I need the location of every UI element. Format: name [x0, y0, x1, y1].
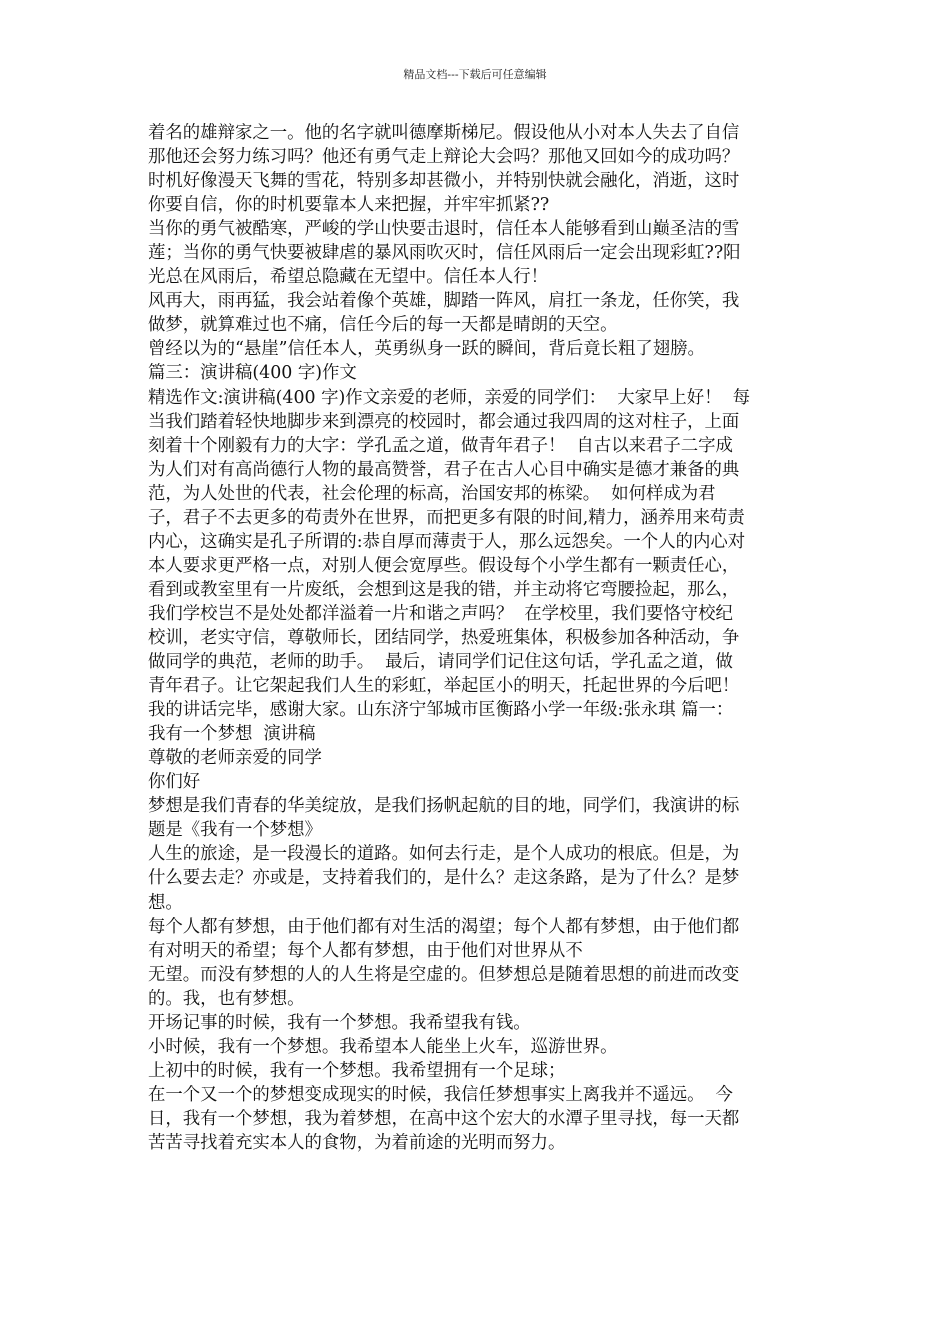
- text-line: 精选作文:演讲稿(400 字)作文亲爱的老师，亲爱的同学们： 大家早上好！ 每: [148, 387, 750, 408]
- text-line: 我有一个梦想 演讲稿: [148, 724, 316, 745]
- text-line: 当我们踏着轻快地脚步来到漂亮的校园时，都会通过我四周的这对柱子，上面: [148, 411, 740, 432]
- page-header: 精品文档---下载后可任意编辑: [403, 68, 547, 81]
- text-line: 内心，这确实是孔子所谓的:恭自厚而薄责于人，那么远怨矣。一个人的内心对: [148, 531, 746, 552]
- text-line: 你要自信，你的时机要靠本人来把握，并牢牢抓紧??: [148, 195, 550, 216]
- text-line: 的。我，也有梦想。: [148, 988, 305, 1009]
- text-line: 小时候，我有一个梦想。我希望本人能坐上火车，巡游世界。: [148, 1036, 618, 1057]
- text-line: 篇三：演讲稿(400 字)作文: [148, 363, 357, 384]
- text-line: 苦苦寻找着充实本人的食物，为着前途的光明而努力。: [148, 1132, 566, 1153]
- text-line: 校训，老实守信，尊敬师长，团结同学，热爱班集体，积极参加各种活动，争: [148, 627, 740, 648]
- text-line: 人生的旅途，是一段漫长的道路。如何去行走，是个人成功的根底。但是，为: [148, 844, 740, 865]
- text-line: 时机好像漫天飞舞的雪花，特别多却甚微小，并特别快就会融化，消逝，这时: [148, 171, 740, 192]
- text-line: 上初中的时候，我有一个梦想。我希望拥有一个足球；: [148, 1060, 566, 1081]
- text-line: 梦想是我们青春的华美绽放，是我们扬帆起航的目的地，同学们，我演讲的标: [148, 796, 740, 817]
- text-line: 着名的雄辩家之一。他的名字就叫德摩斯梯尼。假设他从小对本人失去了自信: [148, 123, 740, 143]
- text-line: 有对明天的希望；每个人都有梦想，由于他们对世界从不: [148, 940, 583, 961]
- document-body: [148, 121, 808, 1155]
- text-line: 曾经以为的“悬崖”信任本人，英勇纵身一跃的瞬间，背后竟长粗了翅膀。: [148, 339, 705, 360]
- text-line: 看到或教室里有一片废纸，会想到这是我的错，并主动将它弯腰捡起，那么，: [148, 579, 740, 600]
- text-line: 无望。而没有梦想的人的人生将是空虚的。但梦想总是随着思想的前进而改变: [148, 964, 740, 985]
- text-line: 每个人都有梦想，由于他们都有对生活的渴望；每个人都有梦想，由于他们都: [148, 916, 740, 937]
- text-line: 刻着十个刚毅有力的大字：学孔孟之道，做青年君子！ 自古以来君子二字成: [148, 435, 733, 456]
- text-line: 我的讲话完毕，感谢大家。山东济宁邹城市匡衡路小学一年级:张永琪 篇一：: [148, 700, 734, 721]
- text-line: 在一个又一个的梦想变成现实的时候，我信任梦想事实上离我并不遥远。 今: [148, 1084, 733, 1105]
- text-line: 青年君子。让它架起我们人生的彩虹，举起匡小的明天，托起世界的今后吧！: [148, 676, 740, 697]
- text-line: 日，我有一个梦想，我为着梦想，在高中这个宏大的水潭子里寻找，每一天都: [148, 1108, 740, 1129]
- text-line: 范，为人处世的代表，社会伦理的标高，治国安邦的栋梁。 如何样成为君: [148, 483, 716, 504]
- text-line: 光总在风雨后，希望总隐藏在无望中。信任本人行！: [148, 267, 548, 288]
- text-line: 当你的勇气被酷寒，严峻的学山快要击退时，信任本人能够看到山巅圣洁的雪: [148, 219, 740, 240]
- text-line: 为人们对有高尚德行人物的最高赞誉，君子在古人心目中确实是德才兼备的典: [148, 459, 740, 480]
- text-line: 题是《我有一个梦想》: [148, 820, 322, 841]
- text-line: 什么要去走？亦或是，支持着我们的，是什么？走这条路，是为了什么？是梦: [148, 868, 740, 889]
- text-line: 那他还会努力练习吗？他还有勇气走上辩论大会吗？那他又回如今的成功吗？: [148, 147, 740, 168]
- text-line: 你们好: [148, 772, 201, 793]
- text-line: 我们学校岂不是处处都洋溢着一片和谐之声吗？ 在学校里，我们要恪守校纪: [148, 603, 733, 624]
- text-line: 做同学的典范，老师的助手。 最后，请同学们记住这句话，学孔孟之道，做: [148, 652, 733, 673]
- text-line: 子，君子不去更多的苟责外在世界，而把更多有限的时间,精力，涵养用来苟责: [148, 507, 745, 528]
- text-line: 开场记事的时候，我有一个梦想。我希望我有钱。: [148, 1012, 531, 1033]
- text-line: 莲；当你的勇气快要被肆虐的暴风雨吹灭时，信任风雨后一定会出现彩虹??阳: [148, 243, 741, 264]
- text-line: 风再大，雨再猛，我会站着像个英雄，脚踏一阵风，肩扛一条龙，任你笑，我: [148, 291, 740, 312]
- text-line: 本人要求更严格一点，对别人便会宽厚些。假设每个小学生都有一颗责任心，: [148, 555, 740, 576]
- text-line: 想。: [148, 892, 183, 913]
- text-line: 做梦，就算难过也不痛，信任今后的每一天都是晴朗的天空。: [148, 315, 618, 336]
- text-line: 尊敬的老师亲爱的同学: [148, 748, 322, 769]
